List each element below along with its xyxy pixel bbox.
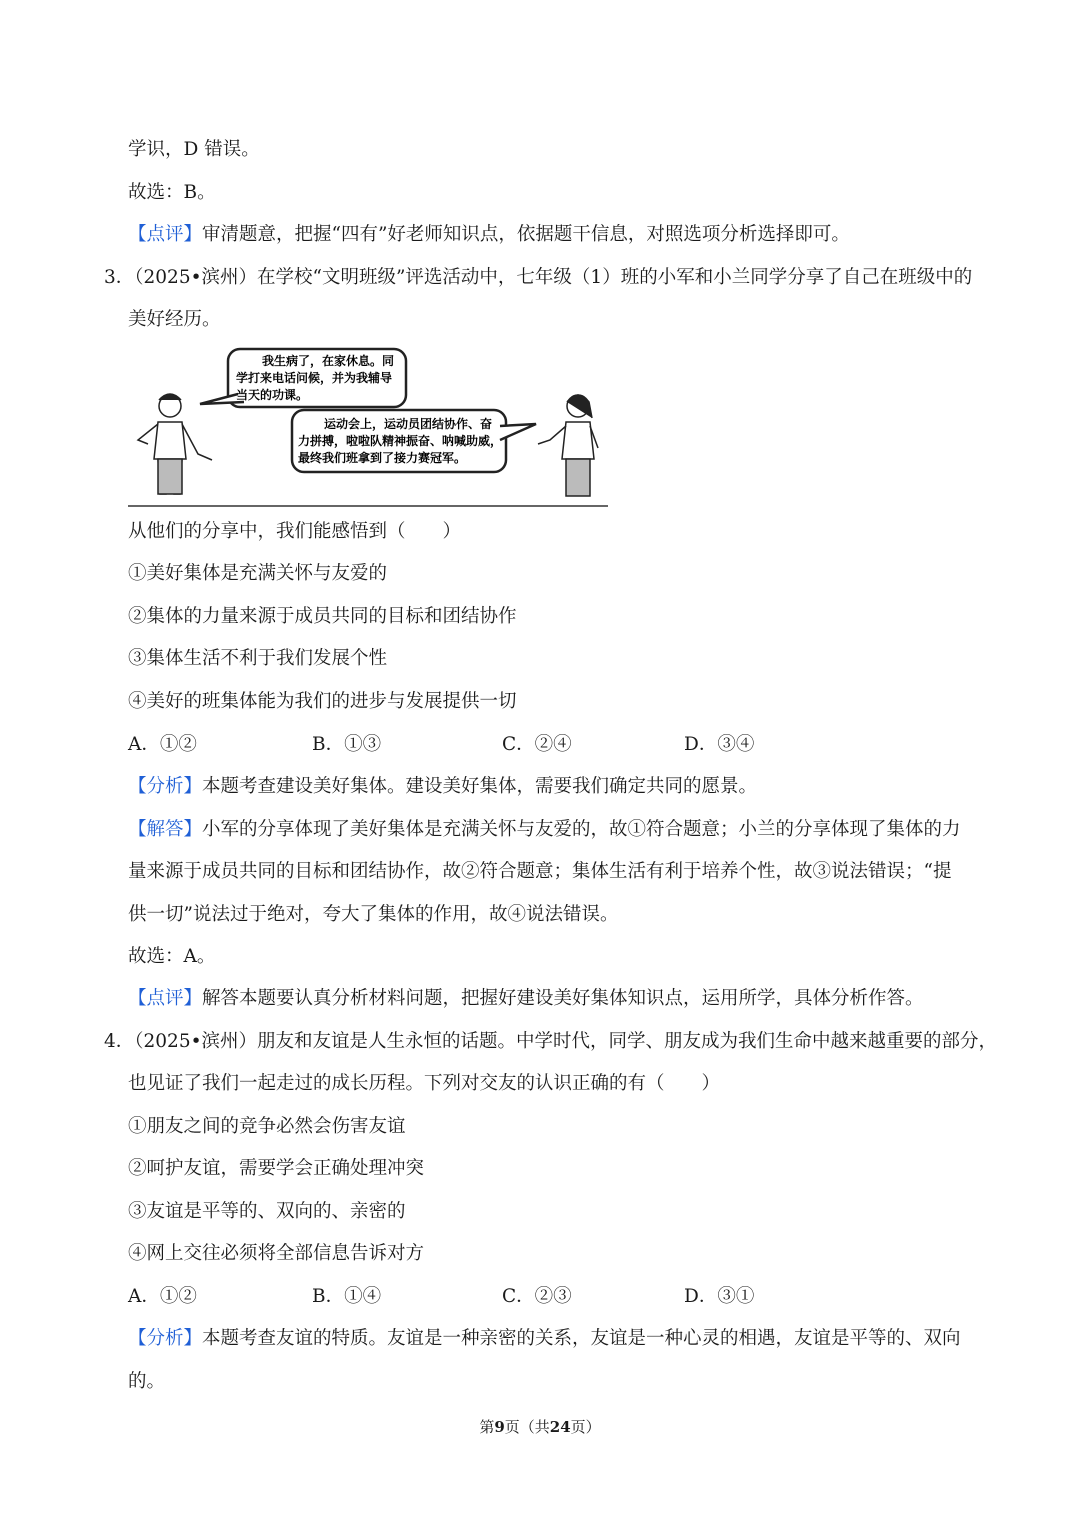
answer-text-1: 小军的分享体现了美好集体是充满关怀与友爱的，故①符合题意；小兰的分享体现了集体的力	[202, 819, 961, 840]
q4-item-3: ③友谊是平等的、双向的、亲密的	[128, 1201, 406, 1222]
analysis-tag: 【分析】	[128, 776, 203, 797]
q4-analysis	[128, 1326, 961, 1352]
q4-title-cont: 也见证了我们一起走过的成长历程。下列对交友的认识正确的有（ ）	[128, 1073, 721, 1094]
footer-prefix: 第	[479, 1418, 495, 1436]
page-total: 24	[549, 1418, 571, 1436]
q3-title: 3．（2025•滨州）在学校“文明班级”评选活动中，七年级（1）班的小军和小兰同学分享了自己在班级中的	[104, 267, 973, 288]
q2-choose: 故选：B。	[128, 182, 216, 203]
q4-item-4: ④网上交往必须将全部信息告诉对方	[128, 1243, 425, 1264]
bubble2-line2: 力拼搏，啦啦队精神振奋、呐喊助威，	[298, 434, 503, 448]
footer-suffix: 页）	[570, 1418, 601, 1436]
q4-option-c: C．②③	[502, 1286, 572, 1307]
q3-stem: 从他们的分享中，我们能感悟到（ ）	[128, 521, 462, 542]
review-text: 审清题意，把握“四有”好老师知识点，依据题干信息，对照选项分析选择即可。	[202, 224, 850, 245]
q3-choose: 故选：A。	[128, 946, 216, 967]
q4-item-2: ②呵护友谊，需要学会正确处理冲突	[128, 1158, 425, 1179]
q2-tail-text: 学识，D 错误。	[128, 139, 260, 160]
q3-answer-line-1	[128, 817, 961, 843]
q2-review	[128, 222, 850, 248]
q4-option-b: B．①④	[312, 1286, 382, 1307]
answer-tag: 【解答】	[128, 819, 203, 840]
bubble1-line1: 我生病了，在家休息。同	[262, 354, 395, 368]
q3-option-b: B．①③	[312, 734, 382, 755]
q3-option-a: A．①②	[128, 734, 197, 755]
q4-option-d: D．③①	[684, 1286, 755, 1307]
bubble2-line3: 最终我们班拿到了接力赛冠军。	[298, 451, 467, 465]
q3-review	[128, 986, 924, 1012]
q3-answer-line-2: 量来源于成员共同的目标和团结协作，故②符合题意；集体生活有利于培养个性，故③说法错误；“提	[128, 861, 952, 882]
analysis-text: 本题考查友谊的特质。友谊是一种亲密的关系，友谊是一种心灵的相遇，友谊是平等的、双向	[202, 1328, 961, 1349]
q4-title: 4．（2025•滨州）朋友和友谊是人生永恒的话题。中学时代，同学、朋友成为我们生命中越来越重要的部分，	[104, 1031, 998, 1052]
q3-illustration	[128, 344, 608, 508]
q3-analysis	[128, 774, 757, 800]
q3-item-4: ④美好的班集体能为我们的进步与发展提供一切	[128, 691, 517, 712]
q3-answer-line-3: 供一切”说法过于绝对，夸大了集体的作用，故④说法错误。	[128, 904, 619, 925]
page-footer	[0, 1416, 1080, 1438]
q3-option-c: C．②④	[502, 734, 572, 755]
q3-option-d: D．③④	[684, 734, 755, 755]
speech-bubble-1	[200, 349, 406, 407]
bubble1-line3: 当天的功课。	[236, 388, 309, 402]
boy-figure	[138, 394, 212, 494]
review-tag: 【点评】	[128, 224, 203, 245]
q4-analysis-cont: 的。	[128, 1371, 166, 1392]
q3-item-1: ①美好集体是充满关怀与友爱的	[128, 563, 388, 584]
q3-item-2: ②集体的力量来源于成员共同的目标和团结协作	[128, 606, 517, 627]
review-text: 解答本题要认真分析材料问题，把握好建设美好集体知识点，运用所学，具体分析作答。	[202, 988, 924, 1009]
cartoon-figure	[128, 344, 608, 508]
q3-title-cont: 美好经历。	[128, 309, 221, 330]
speech-bubble-2	[292, 410, 536, 472]
analysis-text: 本题考查建设美好集体。建设美好集体，需要我们确定共同的愿景。	[202, 776, 758, 797]
bubble1-line2: 学打来电话问候，并为我辅导	[236, 371, 393, 385]
footer-mid: 页（共	[504, 1418, 550, 1436]
q4-option-a: A．①②	[128, 1286, 197, 1307]
q3-item-3: ③集体生活不利于我们发展个性	[128, 648, 388, 669]
page-number: 9	[494, 1418, 505, 1436]
analysis-tag: 【分析】	[128, 1328, 203, 1349]
girl-figure	[538, 395, 598, 496]
q4-item-1: ①朋友之间的竞争必然会伤害友谊	[128, 1116, 406, 1137]
review-tag: 【点评】	[128, 988, 203, 1009]
bubble2-line1: 运动会上，运动员团结协作、奋	[324, 417, 493, 431]
